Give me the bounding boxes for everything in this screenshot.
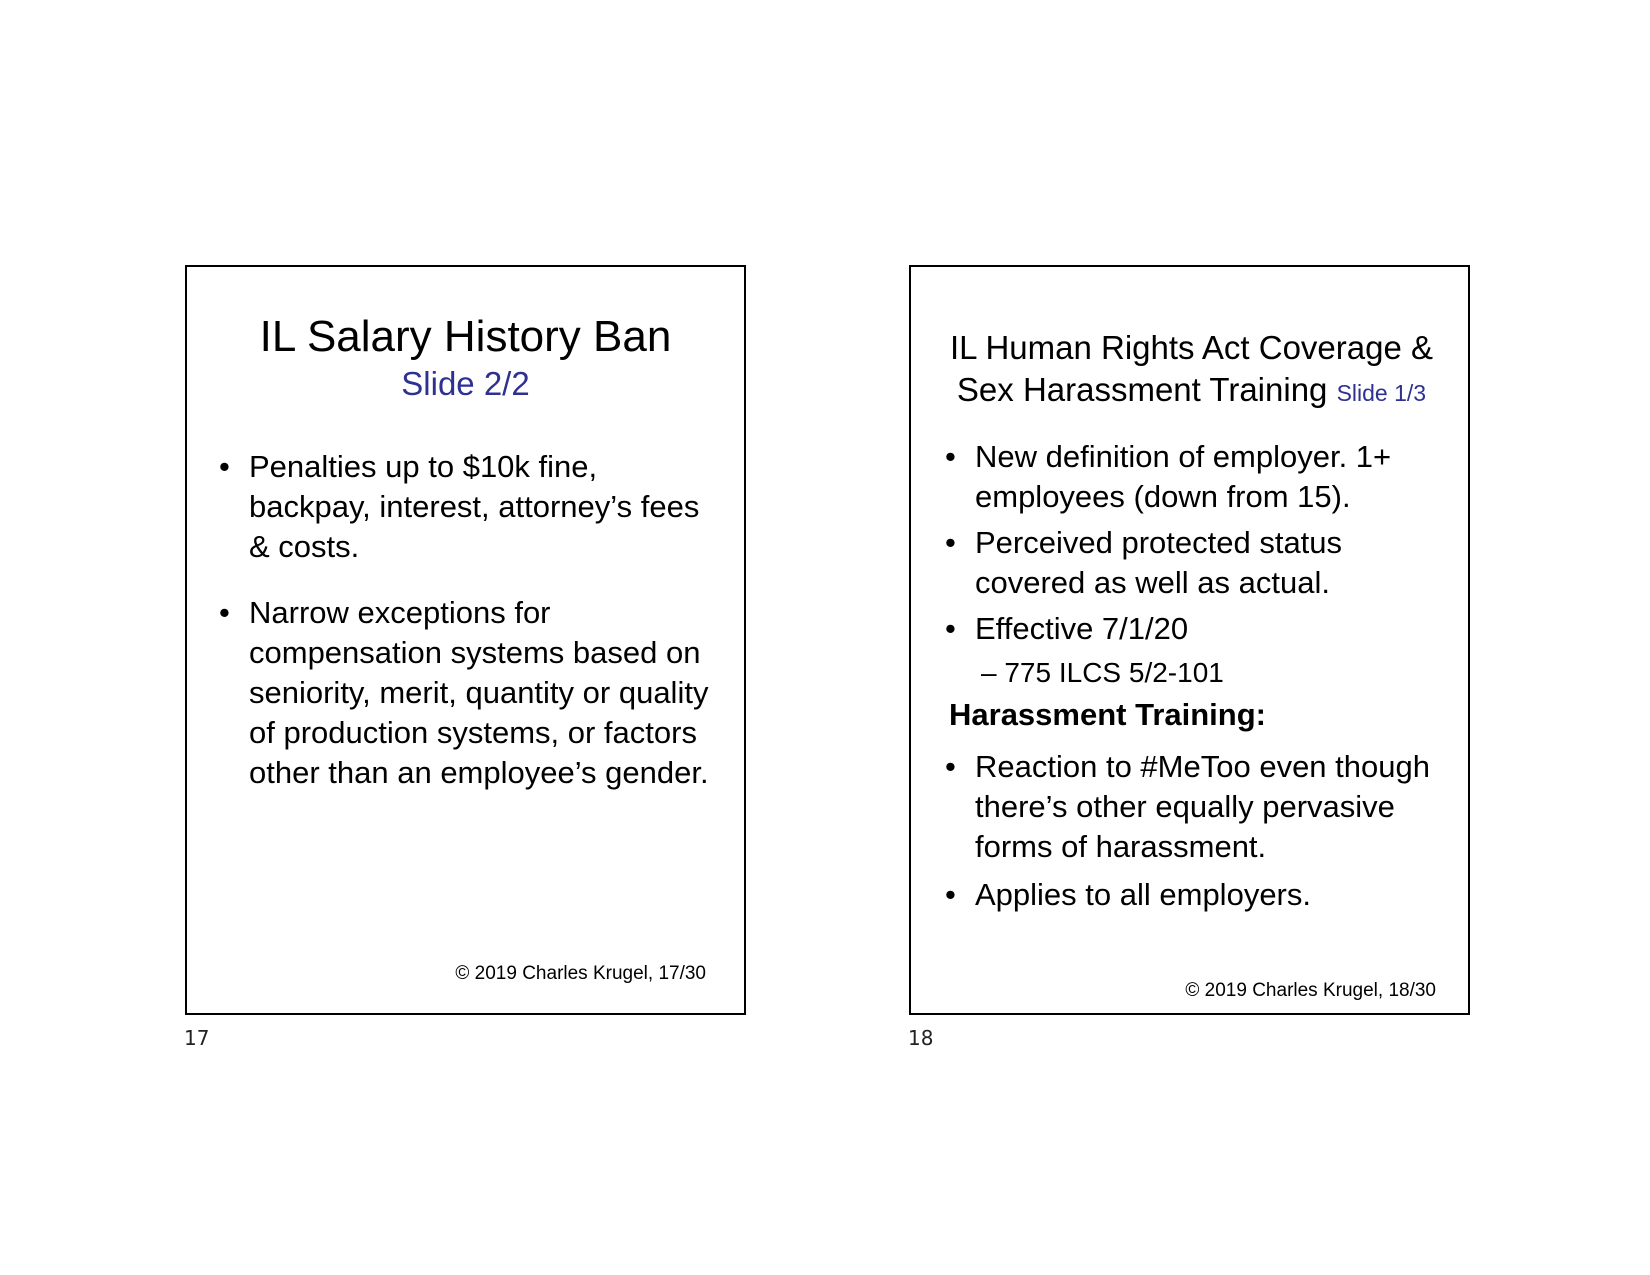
slide-17 bbox=[185, 265, 746, 1015]
bullet-icon: • bbox=[945, 877, 956, 912]
bullet-item bbox=[945, 437, 1448, 517]
bullet-icon: • bbox=[945, 749, 956, 784]
sub-bullet: – 775 ILCS 5/2-101 bbox=[981, 657, 1224, 688]
bullet-text: Reaction to #MeToo even though there’s other equally pervasive forms of harassment. bbox=[975, 749, 1430, 864]
copyright-notice: © 2019 Charles Krugel, 17/30 bbox=[455, 963, 706, 984]
slide-title bbox=[925, 327, 1458, 414]
bullet-item bbox=[219, 447, 724, 567]
bullet-icon: • bbox=[945, 525, 956, 560]
bullet-item bbox=[219, 593, 724, 793]
bullet-list bbox=[219, 447, 724, 819]
slide-subtitle: Slide 2/2 bbox=[401, 365, 530, 402]
slide-subtitle: Slide 1/3 bbox=[1336, 380, 1427, 406]
bullet-icon: • bbox=[945, 439, 956, 474]
bullet-text: Applies to all employers. bbox=[975, 877, 1311, 912]
bullet-icon: • bbox=[945, 611, 956, 646]
bullet-list bbox=[945, 437, 1448, 655]
bullet-item bbox=[945, 747, 1448, 867]
bullet-text: Penalties up to $10k fine, backpay, interest, attorney’s fees & costs. bbox=[249, 449, 700, 564]
slide-title: IL Salary History Ban bbox=[259, 312, 672, 361]
bullet-icon: • bbox=[219, 595, 230, 630]
bullet-icon: • bbox=[219, 449, 230, 484]
bullet-text: Effective 7/1/20 bbox=[975, 611, 1189, 646]
slide-title-text: IL Human Rights Act Coverage & Sex Harassment Training bbox=[949, 329, 1433, 408]
bullet-text: New definition of employer. 1+ employees (down from 15). bbox=[975, 439, 1392, 514]
bullet-text: Narrow exceptions for compensation systems based on seniority, merit, quantity or quality of production systems, or factors other than an employee’s gender. bbox=[249, 595, 709, 790]
section-heading: Harassment Training: bbox=[949, 697, 1266, 732]
bullet-text: Perceived protected status covered as well as actual. bbox=[975, 525, 1343, 600]
bullet-item bbox=[945, 875, 1448, 915]
bullet-item bbox=[945, 523, 1448, 603]
bullet-item bbox=[945, 609, 1448, 649]
page-number: 17 bbox=[184, 1026, 210, 1050]
copyright-notice: © 2019 Charles Krugel, 18/30 bbox=[1185, 980, 1436, 1001]
page-number: 18 bbox=[908, 1026, 934, 1050]
bullet-list bbox=[945, 747, 1448, 923]
slide-18 bbox=[909, 265, 1470, 1015]
